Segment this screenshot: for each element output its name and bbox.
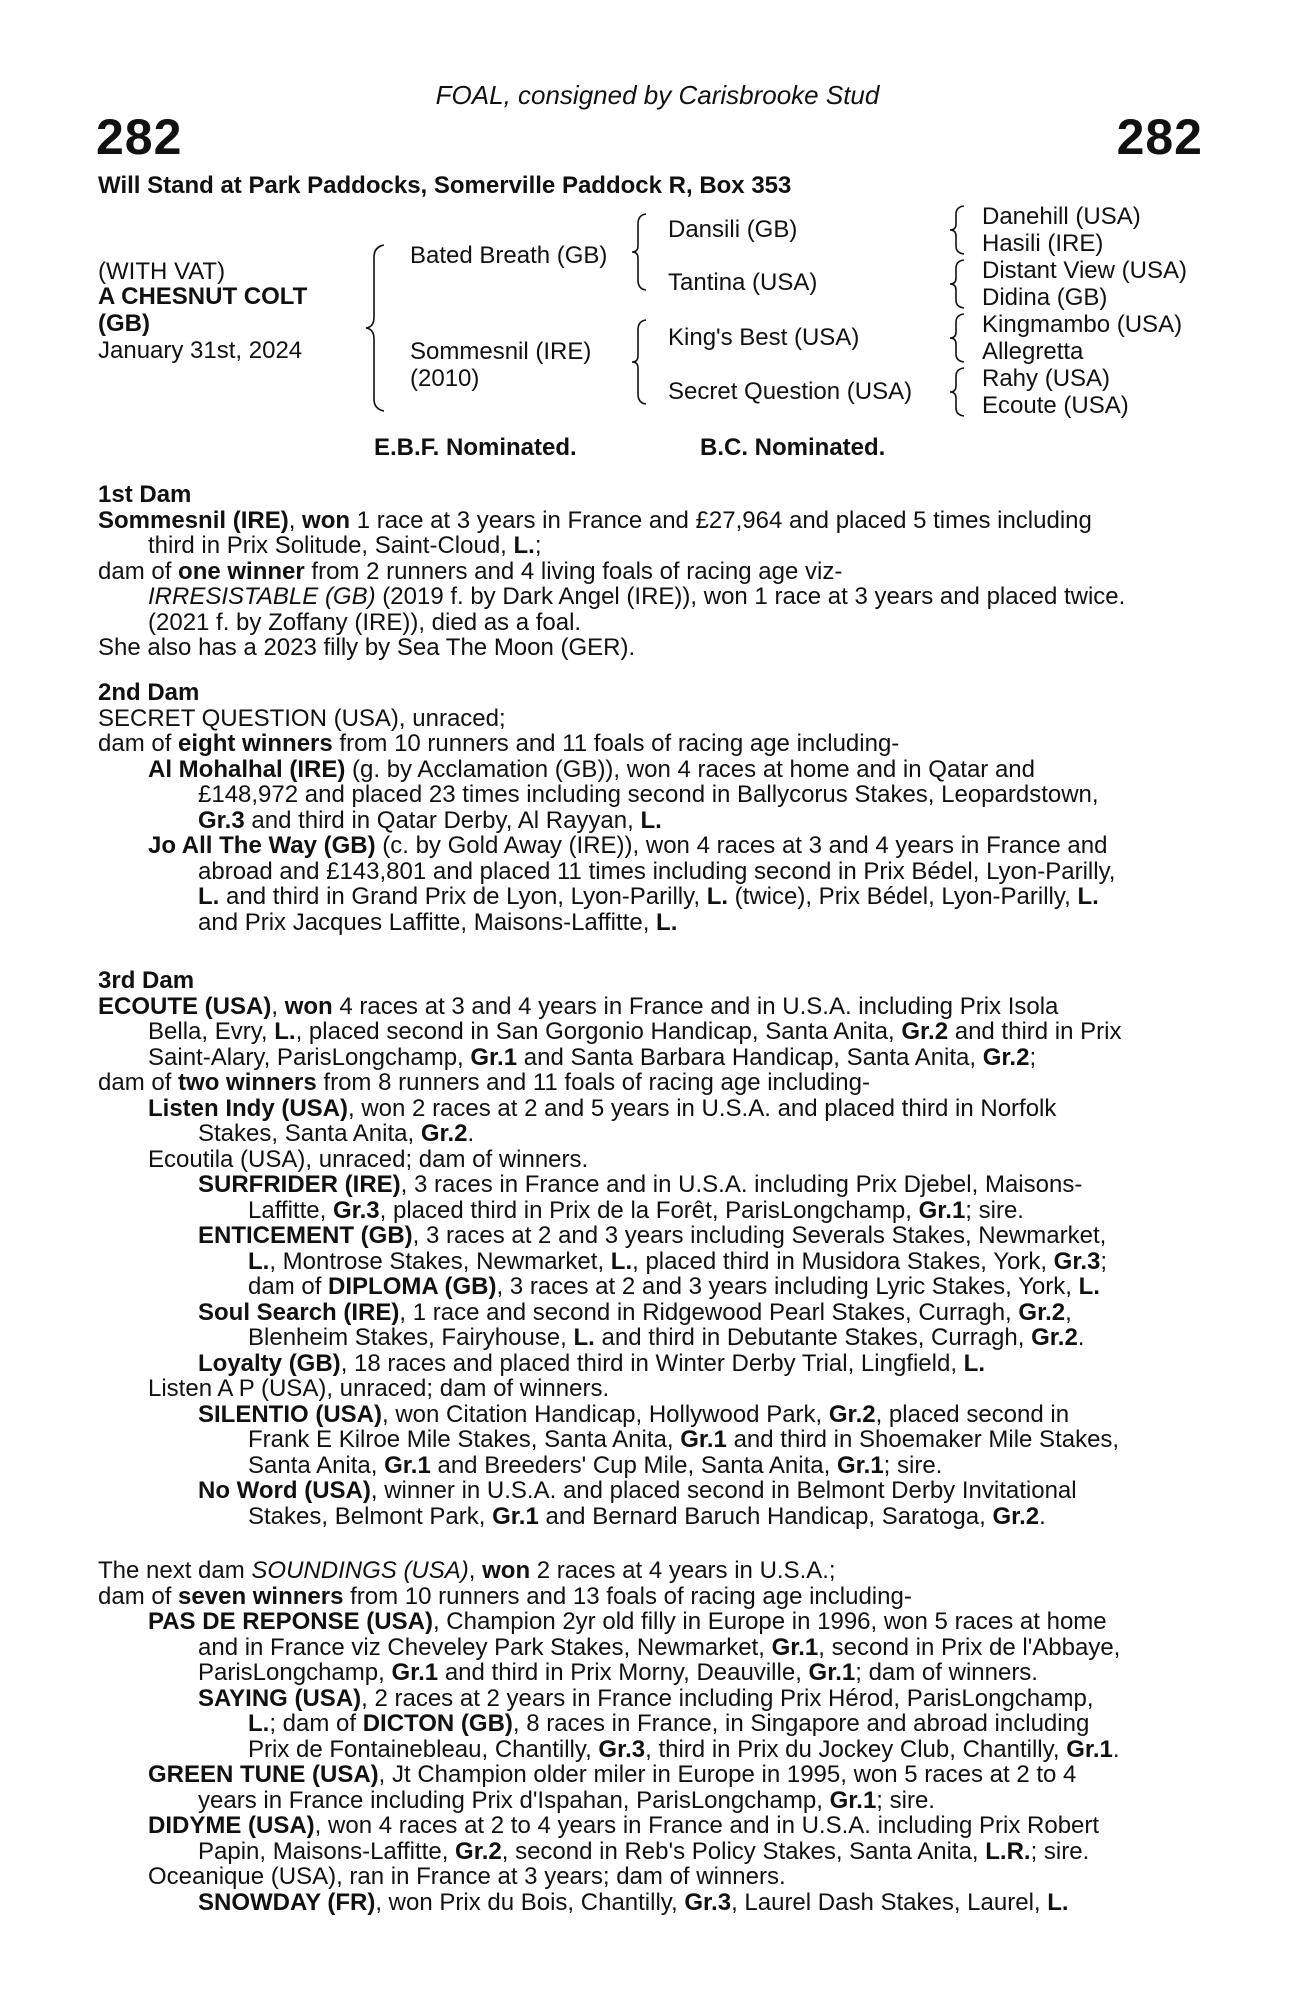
text: Stakes, Belmont Park, bbox=[248, 1502, 493, 1530]
progeny-name: Loyalty (GB) bbox=[198, 1349, 341, 1377]
text: Frank E Kilroe Mile Stakes, Santa Anita, bbox=[248, 1426, 681, 1453]
text: and Santa Barbara Handicap, Santa Anita, bbox=[517, 1043, 983, 1071]
winners-count: one winner bbox=[178, 557, 305, 585]
listed-mark: L. bbox=[274, 1018, 296, 1045]
text: , third in Prix du Jockey Club, Chantilly, bbox=[645, 1735, 1067, 1763]
progeny-name: Soul Search (IRE) bbox=[198, 1298, 400, 1326]
text: , bbox=[468, 1557, 483, 1584]
progeny-name: DICTON (GB) bbox=[362, 1710, 513, 1737]
text: and third in Qatar Derby, Al Rayyan, bbox=[244, 806, 641, 834]
text: , won Citation Handicap, Hollywood Park, bbox=[382, 1400, 829, 1428]
text: , Jt Champion older miler in Europe in 1995, won 5 races at 2 to 4 bbox=[378, 1761, 1077, 1788]
listed-mark: L. bbox=[248, 1710, 270, 1737]
second-dam-heading: 2nd Dam bbox=[98, 679, 200, 706]
text: and third in Debutante Stakes, Curragh, bbox=[594, 1324, 1032, 1351]
text: and Breeders' Cup Mile, Santa Anita, bbox=[430, 1451, 837, 1479]
pedigree-sds: Distant View (USA) bbox=[982, 257, 1187, 284]
lot-number-right: 282 bbox=[1116, 109, 1203, 165]
next-dam-name: SOUNDINGS (USA) bbox=[251, 1557, 469, 1584]
text: and in France viz Cheveley Park Stakes, Newmarket, bbox=[198, 1633, 772, 1661]
text: . bbox=[1077, 1324, 1085, 1351]
text: from 10 runners and 13 foals of racing age including- bbox=[343, 1582, 912, 1610]
grade-mark: Gr.3 bbox=[598, 1735, 646, 1763]
text: ; dam of bbox=[269, 1710, 363, 1737]
first-dam-name: Sommesnil (IRE) bbox=[98, 506, 289, 534]
text: Stakes, Santa Anita, bbox=[198, 1120, 421, 1147]
listed-mark: L. bbox=[1078, 1273, 1100, 1300]
grade-mark: Gr.3 bbox=[332, 1196, 380, 1224]
listed-mark: L. bbox=[706, 883, 729, 910]
pedigree-brace-sire bbox=[628, 212, 650, 292]
text: , Champion 2yr old filly in Europe in 1996, won 5 races at home bbox=[432, 1608, 1107, 1635]
text: 2 races at 4 years in U.S.A.; bbox=[530, 1557, 836, 1584]
grade-mark: Gr.1 bbox=[470, 1043, 518, 1071]
text: . bbox=[1112, 1735, 1120, 1763]
first-dam-heading: 1st Dam bbox=[98, 481, 192, 508]
text: Santa Anita, bbox=[248, 1451, 385, 1479]
grade-mark: Gr.1 bbox=[384, 1451, 431, 1479]
progeny-name: Listen A P (USA), unraced; dam of winners. bbox=[148, 1375, 610, 1402]
grade-mark: Gr.1 bbox=[492, 1502, 539, 1530]
pedigree-dam-line1: Sommesnil (IRE) bbox=[410, 338, 592, 365]
text: and third in Grand Prix de Lyon, Lyon-Parilly, bbox=[219, 883, 707, 910]
pedigree-dam-line2: (2010) bbox=[410, 365, 480, 392]
first-dam-placing: third in Prix Solitude, Saint-Cloud, bbox=[148, 532, 514, 559]
text: dam of bbox=[98, 557, 179, 585]
text: dam of bbox=[98, 1069, 179, 1096]
text: Prix de Fontainebleau, Chantilly, bbox=[248, 1735, 599, 1763]
vat-note: (WITH VAT) bbox=[98, 258, 226, 285]
listed-mark: L. bbox=[1047, 1888, 1069, 1916]
text: and Bernard Baruch Handicap, Saratoga, bbox=[538, 1502, 993, 1530]
text: ; sire. bbox=[965, 1196, 1024, 1224]
text: from 10 runners and 11 foals of racing age including- bbox=[332, 730, 900, 757]
text: , Laurel Dash Stakes, Laurel, bbox=[731, 1888, 1048, 1916]
first-dam-won: won bbox=[302, 506, 351, 534]
grade-mark: Gr.1 bbox=[771, 1633, 819, 1661]
pedigree-dds: Rahy (USA) bbox=[982, 365, 1111, 392]
text: and Prix Jacques Laffitte, Maisons-Laffitte, bbox=[198, 908, 657, 936]
progeny-foal-2021: (2021 f. by Zoffany (IRE)), died as a foal. bbox=[148, 608, 582, 636]
grade-mark: Gr.2 bbox=[1031, 1324, 1078, 1351]
text: , placed second in bbox=[875, 1400, 1070, 1428]
won: won bbox=[284, 992, 333, 1020]
text: , 3 races at 2 and 3 years including Lyric Stakes, York, bbox=[496, 1273, 1079, 1300]
grade-mark: Gr.2 bbox=[420, 1120, 468, 1147]
grade-mark: Gr.1 bbox=[391, 1659, 439, 1686]
second-dam-section bbox=[98, 680, 1208, 935]
third-dam-heading: 3rd Dam bbox=[98, 967, 195, 994]
text: , 3 races at 2 and 3 years including Severals Stakes, Newmarket, bbox=[412, 1222, 1107, 1249]
horse-dob: January 31st, 2024 bbox=[98, 337, 303, 364]
grade-mark: Gr.2 bbox=[455, 1837, 502, 1865]
text: ; sire. bbox=[876, 1786, 935, 1814]
text: from 2 runners and 4 living foals of racing age viz- bbox=[304, 557, 843, 585]
pedigree-brace-main bbox=[362, 243, 388, 413]
pedigree-sss: Danehill (USA) bbox=[982, 203, 1141, 230]
text: and third in Prix bbox=[948, 1018, 1122, 1045]
listed-mark: L. bbox=[963, 1349, 985, 1377]
pedigree-brace-dd bbox=[946, 366, 968, 418]
progeny-name: DIPLOMA (GB) bbox=[328, 1273, 497, 1300]
pedigree-brace-dam bbox=[628, 318, 650, 406]
grade-mark: Gr.3 bbox=[684, 1888, 732, 1916]
text: ; bbox=[1100, 1247, 1108, 1275]
text: Saint-Alary, ParisLongchamp, bbox=[148, 1043, 471, 1071]
third-dam-section: 3rd Dam ECOUTE (USA), won 4 races at 3 and 4 years in France and in U.S.A. including Prix Isola Bella, Evry, L., placed second in San Gorgonio Handicap, Santa Anita, Gr.2 and third in Prix Saint-Alary, ParisLongchamp, Gr.1 and Santa Barbara Handicap, Santa Anita, Gr.2; dam of two winners from 8 runners and 11 foals of racing age including- Listen Indy (USA), won 2 races at 2 and 5 years in U.S.A. and placed third in Norfolk Stakes, Santa Anita, Gr.2. Ecoutila (USA), unraced; dam of winners. SURFRIDER (IRE), 3 races in France and in U.S.A. including Prix Djebel, Maisons- Laffitte, Gr.3, placed third in Prix de la Forêt, ParisLongchamp, Gr.1; sire. ENTICEMENT (GB), 3 races at 2 and 3 years including Severals Stakes, Newmarket, L., Montrose Stakes, Newmarket, L., placed third in Musidora Stakes, York, Gr.3; dam of DIPLOMA (GB), 3 races at 2 and 3 years including Lyric Stakes, York, L. Soul Search (IRE), 1 race and second in Ridgewood Pearl Stakes, Curragh, Gr.2, Blenheim Stakes, Fairyhouse, L. and third in Debutante Stakes, Curragh, Gr.2. Loyalty (GB), 18 races and placed third in Winter Derby Trial, Lingfield, L. Listen A P (USA), unraced; dam of winners. SILENTIO (USA), won Citation Handicap, Hollywood Park, Gr.2, placed second in Frank E Kilroe Mile Stakes, Santa Anita, Gr.1 and third in Shoemaker Mile Stakes, Santa Anita, Gr.1 and Breeders' Cup Mile, Santa Anita, Gr.1; sire. No Word (USA), winner in U.S.A. and placed second in Belmont Derby Invitational Stakes, Belmont Park, Gr.1 and Bernard Baruch Handicap, Saratoga, Gr.2. bbox=[98, 968, 1208, 1529]
listed-mark: L. bbox=[610, 1247, 633, 1275]
grade-mark: Gr.2 bbox=[828, 1400, 876, 1428]
listed-mark: L. bbox=[248, 1247, 270, 1275]
text: Blenheim Stakes, Fairyhouse, bbox=[248, 1324, 574, 1351]
text: , placed third in Musidora Stakes, York, bbox=[632, 1247, 1054, 1275]
text: The next dam bbox=[98, 1557, 252, 1584]
winners-count: eight winners bbox=[178, 730, 333, 757]
text: 4 races at 3 and 4 years in France and in U.S.A. including Prix Isola bbox=[332, 992, 1059, 1020]
pedigree-dss: Kingmambo (USA) bbox=[982, 311, 1183, 338]
grade-mark: Gr.1 bbox=[829, 1786, 877, 1814]
horse-name-line1: A CHESNUT COLT bbox=[98, 283, 308, 310]
next-dam-section bbox=[98, 1558, 1208, 1915]
text: and third in Prix Morny, Deauville, bbox=[438, 1659, 809, 1686]
pedigree-brace-ss bbox=[946, 204, 968, 256]
text: ; bbox=[1029, 1043, 1037, 1071]
grade-mark: Gr.1 bbox=[918, 1196, 966, 1224]
second-dam-name: SECRET QUESTION (USA), unraced; bbox=[98, 704, 506, 732]
listed-mark: L. bbox=[573, 1324, 595, 1351]
progeny-name: SURFRIDER (IRE) bbox=[198, 1171, 401, 1198]
text: , Montrose Stakes, Newmarket, bbox=[269, 1247, 611, 1275]
lot-number-left: 282 bbox=[96, 109, 183, 165]
grade-mark: Gr.3 bbox=[198, 806, 245, 834]
pedigree-sd: Tantina (USA) bbox=[668, 269, 818, 296]
pedigree-ss: Dansili (GB) bbox=[668, 216, 798, 243]
progeny-name: SILENTIO (USA) bbox=[198, 1400, 382, 1428]
pedigree-brace-ds bbox=[946, 312, 968, 364]
text: , 8 races in France, in Singapore and abroad including bbox=[512, 1710, 1090, 1737]
horse-name-line2: (GB) bbox=[98, 310, 150, 337]
text: , second in Prix de l'Abbaye, bbox=[818, 1633, 1121, 1661]
progeny-name: Oceanique (USA), ran in France at 3 years; dam of winners. bbox=[148, 1863, 786, 1890]
text: Laffitte, bbox=[248, 1196, 333, 1224]
pedigree-ddd: Ecoute (USA) bbox=[982, 392, 1129, 419]
won: won bbox=[482, 1557, 531, 1584]
pedigree-ds: King's Best (USA) bbox=[668, 324, 860, 351]
progeny-name: Ecoutila (USA), unraced; dam of winners. bbox=[148, 1145, 589, 1173]
winners-count: seven winners bbox=[178, 1582, 344, 1610]
text: ; sire. bbox=[1030, 1837, 1090, 1865]
grade-mark: Gr.2 bbox=[992, 1502, 1040, 1530]
text: , won Prix du Bois, Chantilly, bbox=[375, 1888, 685, 1916]
text: (g. by Acclamation (GB)), won 4 races at home and in Qatar and bbox=[345, 755, 1036, 783]
text: ParisLongchamp, bbox=[198, 1659, 392, 1686]
grade-mark: Gr.1 bbox=[808, 1659, 856, 1686]
first-dam-record: 1 race at 3 years in France and £27,964 and placed 5 times including bbox=[350, 506, 1092, 534]
grade-mark: Gr.2 bbox=[1018, 1298, 1066, 1326]
progeny-name: SNOWDAY (FR) bbox=[198, 1888, 376, 1916]
text: ; dam of winners. bbox=[855, 1659, 1038, 1686]
text: , placed second in San Gorgonio Handicap, Santa Anita, bbox=[295, 1018, 902, 1045]
progeny-name: Al Mohalhal (IRE) bbox=[148, 755, 346, 783]
consignment-line: FOAL, consigned by Carisbrooke Stud bbox=[435, 80, 880, 110]
text: dam of bbox=[98, 1582, 179, 1610]
text: , winner in U.S.A. and placed second in Belmont Derby Invitational bbox=[370, 1477, 1077, 1504]
text: , second in Reb's Policy Stakes, Santa Anita, bbox=[501, 1837, 986, 1865]
first-dam-section: 1st Dam Sommesnil (IRE), won 1 race at 3 years in France and £27,964 and placed 5 times including third in Prix Solitude, Saint-Cloud, L.; dam of one winner from 2 runners and 4 living foals of racing age viz- IRRESISTABLE (GB) (2019 f. by Dark Angel (IRE)), won 1 race at 3 years and placed twice. (2021 f. by Zoffany (IRE)), died as a foal. She also has a 2023 filly by Sea The Moon (GER). bbox=[98, 482, 1208, 661]
text: from 8 runners and 11 foals of racing age including- bbox=[316, 1069, 870, 1096]
pedigree-ssd: Hasili (IRE) bbox=[982, 230, 1104, 257]
pedigree-dsd: Allegretta bbox=[982, 338, 1084, 365]
ebf-nominated: E.B.F. Nominated. bbox=[374, 434, 577, 461]
grade-mark: Gr.3 bbox=[1053, 1247, 1101, 1275]
progeny-name: ENTICEMENT (GB) bbox=[198, 1222, 413, 1249]
text: ; sire. bbox=[883, 1451, 943, 1479]
text: . bbox=[1039, 1502, 1046, 1530]
listed-mark: L. bbox=[1077, 883, 1099, 910]
text: , 2 races at 2 years in France including Prix Hérod, ParisLongchamp, bbox=[361, 1684, 1094, 1712]
listed-mark: L. bbox=[656, 908, 678, 936]
pedigree-dd: Secret Question (USA) bbox=[668, 378, 913, 405]
bc-nominated: B.C. Nominated. bbox=[700, 434, 886, 461]
grade-mark: Gr.1 bbox=[1066, 1735, 1113, 1763]
text: , placed third in Prix de la Forêt, ParisLongchamp, bbox=[379, 1196, 919, 1224]
progeny-name: No Word (USA) bbox=[198, 1477, 371, 1504]
progeny-foal-2023: She also has a 2023 filly by Sea The Moon (GER). bbox=[98, 634, 636, 661]
pedigree-sire: Bated Breath (GB) bbox=[410, 242, 608, 269]
listed-mark: L. bbox=[640, 806, 662, 834]
punct: ; bbox=[534, 532, 542, 559]
grade-mark: Gr.1 bbox=[680, 1426, 727, 1453]
text: . bbox=[467, 1120, 475, 1147]
text: £148,972 and placed 23 times including second in Ballycorus Stakes, Leopardstown, bbox=[198, 781, 1099, 808]
winners-count: two winners bbox=[178, 1069, 317, 1096]
pedigree-brace-sd bbox=[946, 258, 968, 310]
stand-location: Will Stand at Park Paddocks, Somerville Paddock R, Box 353 bbox=[98, 172, 792, 199]
progeny-name: DIDYME (USA) bbox=[148, 1812, 315, 1839]
progeny-name: Listen Indy (USA) bbox=[148, 1094, 349, 1122]
text: , 3 races in France and in U.S.A. including Prix Djebel, Maisons- bbox=[400, 1171, 1083, 1198]
listed-mark: L. bbox=[513, 532, 535, 559]
progeny-name: SAYING (USA) bbox=[198, 1684, 362, 1712]
grade-mark: Gr.2 bbox=[901, 1018, 949, 1045]
text: dam of bbox=[98, 730, 179, 757]
progeny-name: GREEN TUNE (USA) bbox=[148, 1761, 379, 1788]
pedigree-sdd: Didina (GB) bbox=[982, 284, 1108, 311]
grade-mark: Gr.2 bbox=[982, 1043, 1030, 1071]
progeny-record: (2019 f. by Dark Angel (IRE)), won 1 race at 3 years and placed twice. bbox=[375, 583, 1126, 610]
grade-mark: Gr.1 bbox=[836, 1451, 884, 1479]
text: , 1 race and second in Ridgewood Pearl Stakes, Curragh, bbox=[399, 1298, 1019, 1326]
text: years in France including Prix d'Ispahan, ParisLongchamp, bbox=[198, 1786, 830, 1814]
progeny-name: IRRESISTABLE (GB) bbox=[148, 583, 376, 610]
text: (twice), Prix Bédel, Lyon-Parilly, bbox=[728, 883, 1078, 910]
third-dam-name: ECOUTE (USA) bbox=[98, 992, 272, 1020]
progeny-name: Jo All The Way (GB) bbox=[148, 832, 376, 859]
text: abroad and £143,801 and placed 11 times including second in Prix Bédel, Lyon-Parilly, bbox=[198, 857, 1116, 885]
text: dam of bbox=[248, 1273, 329, 1300]
progeny-name: PAS DE REPONSE (USA) bbox=[148, 1608, 433, 1635]
text: Papin, Maisons-Laffitte, bbox=[198, 1837, 456, 1865]
text: Bella, Evry, bbox=[148, 1018, 275, 1045]
listed-mark: L. bbox=[198, 883, 220, 910]
text: , won 4 races at 2 to 4 years in France and in U.S.A. including Prix Robert bbox=[314, 1812, 1100, 1839]
text: , 18 races and placed third in Winter Derby Trial, Lingfield, bbox=[340, 1349, 964, 1377]
text: (c. by Gold Away (IRE)), won 4 races at 3 and 4 years in France and bbox=[375, 832, 1108, 859]
listed-mark: L.R. bbox=[985, 1837, 1031, 1865]
text: and third in Shoemaker Mile Stakes, bbox=[726, 1426, 1120, 1453]
text: , bbox=[1065, 1298, 1072, 1326]
text: , won 2 races at 2 and 5 years in U.S.A. and placed third in Norfolk bbox=[348, 1094, 1057, 1122]
